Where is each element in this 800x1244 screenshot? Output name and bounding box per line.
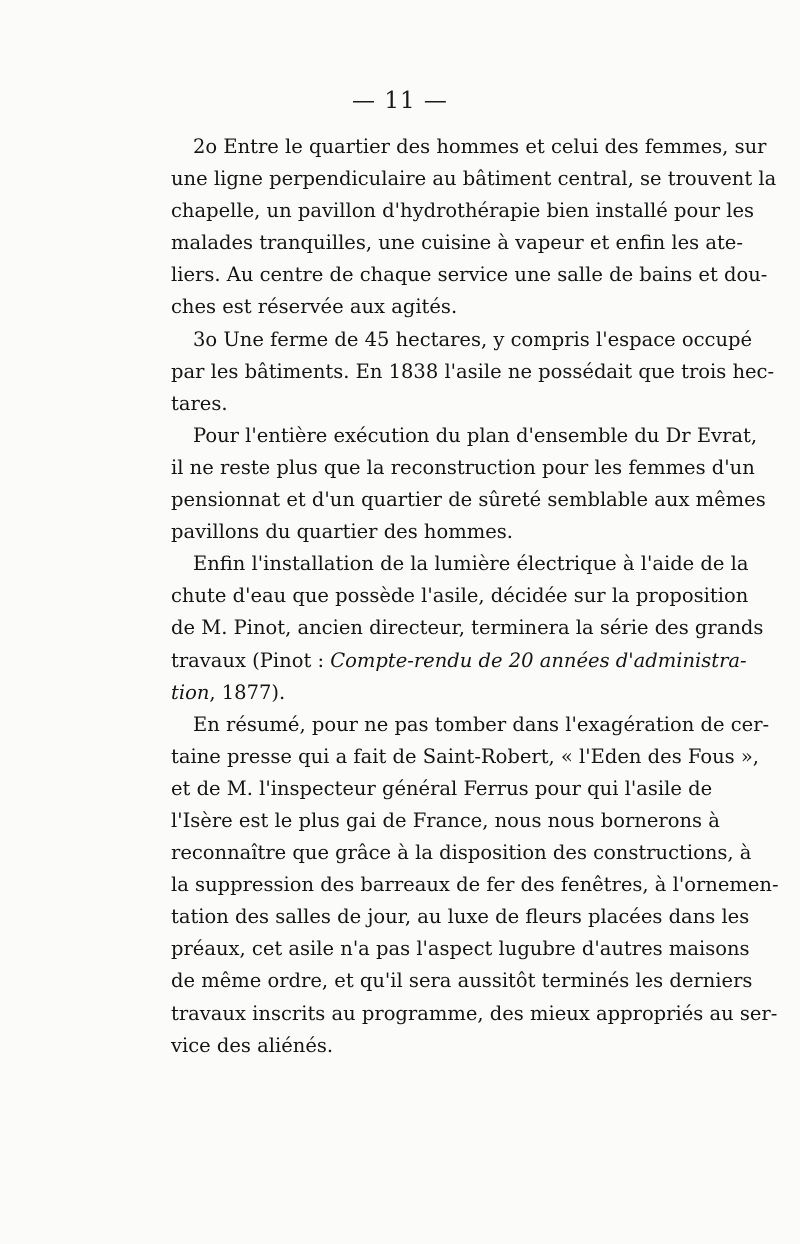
text-line: tares.	[171, 391, 228, 415]
page-number: — 11 —	[352, 88, 448, 114]
text-line: de M. Pinot, ancien directeur, terminera la série des grands	[171, 616, 764, 640]
text-line: pavillons du quartier des hommes.	[171, 520, 513, 544]
text-line: l'Isère est le plus gai de France, nous nous bornerons à	[171, 808, 720, 832]
paragraph-3	[149, 420, 766, 548]
text-line: malades tranquilles, une cuisine à vapeur et enfin les ate-	[171, 231, 743, 255]
text-line: préaux, cet asile n'a pas l'aspect lugubre d'autres maisons	[171, 937, 750, 961]
text-line: la suppression des barreaux de fer des fenêtres, à l'ornemen-	[171, 873, 779, 897]
text-line: Enfin l'installation de la lumière électrique à l'aide de la	[193, 552, 749, 576]
paragraph-5	[149, 709, 779, 1062]
text-line: ches est réservée aux agités.	[171, 295, 458, 319]
text-line: chapelle, un pavillon d'hydrothérapie bien installé pour les	[171, 199, 755, 223]
paragraph-2	[149, 324, 775, 420]
body-text	[149, 131, 779, 1062]
text-line: chute d'eau que possède l'asile, décidée sur la proposition	[171, 584, 749, 608]
text-line: tation des salles de jour, au luxe de fleurs placées dans les	[171, 905, 750, 929]
text-line: de même ordre, et qu'il sera aussitôt terminés les derniers	[171, 969, 753, 993]
citation-title: Compte-rendu de 20 années d'administra-	[330, 648, 747, 672]
text-line: reconnaître que grâce à la disposition des constructions, à	[171, 841, 752, 865]
citation-year: , 1877).	[209, 680, 286, 704]
text-line: liers. Au centre de chaque service une salle de bains et dou-	[171, 263, 768, 287]
text-line: taine presse qui a fait de Saint-Robert, « l'Eden des Fous »,	[171, 744, 759, 768]
text-line: 2o Entre le quartier des hommes et celui des femmes, sur	[193, 135, 767, 158]
text-line: il ne reste plus que la reconstruction pour les femmes d'un	[171, 455, 755, 479]
text-line: par les bâtiments. En 1838 l'asile ne possédait que trois hec-	[171, 359, 775, 383]
paragraph-4	[149, 548, 764, 708]
text-line: travaux inscrits au programme, des mieux appropriés au ser-	[171, 1001, 778, 1025]
text-line: 3o Une ferme de 45 hectares, y compris l'espace occupé	[193, 327, 753, 351]
text-line: En résumé, pour ne pas tomber dans l'exagération de cer-	[193, 712, 770, 736]
citation-prefix: travaux (Pinot :	[171, 648, 331, 672]
text-line: vice des aliénés.	[171, 1033, 334, 1057]
text-line: Pour l'entière exécution du plan d'ensemble du Dr Evrat,	[193, 423, 758, 447]
text-line: une ligne perpendiculaire au bâtiment central, se trouvent la	[171, 167, 777, 191]
text-line: pensionnat et d'un quartier de sûreté semblable aux mêmes	[171, 488, 766, 512]
paragraph-1	[149, 131, 777, 324]
citation-title-end: tion	[171, 680, 210, 704]
text-line: et de M. l'inspecteur général Ferrus pour qui l'asile de	[171, 776, 713, 800]
citation-end-line	[149, 677, 689, 709]
citation-line	[149, 645, 747, 677]
